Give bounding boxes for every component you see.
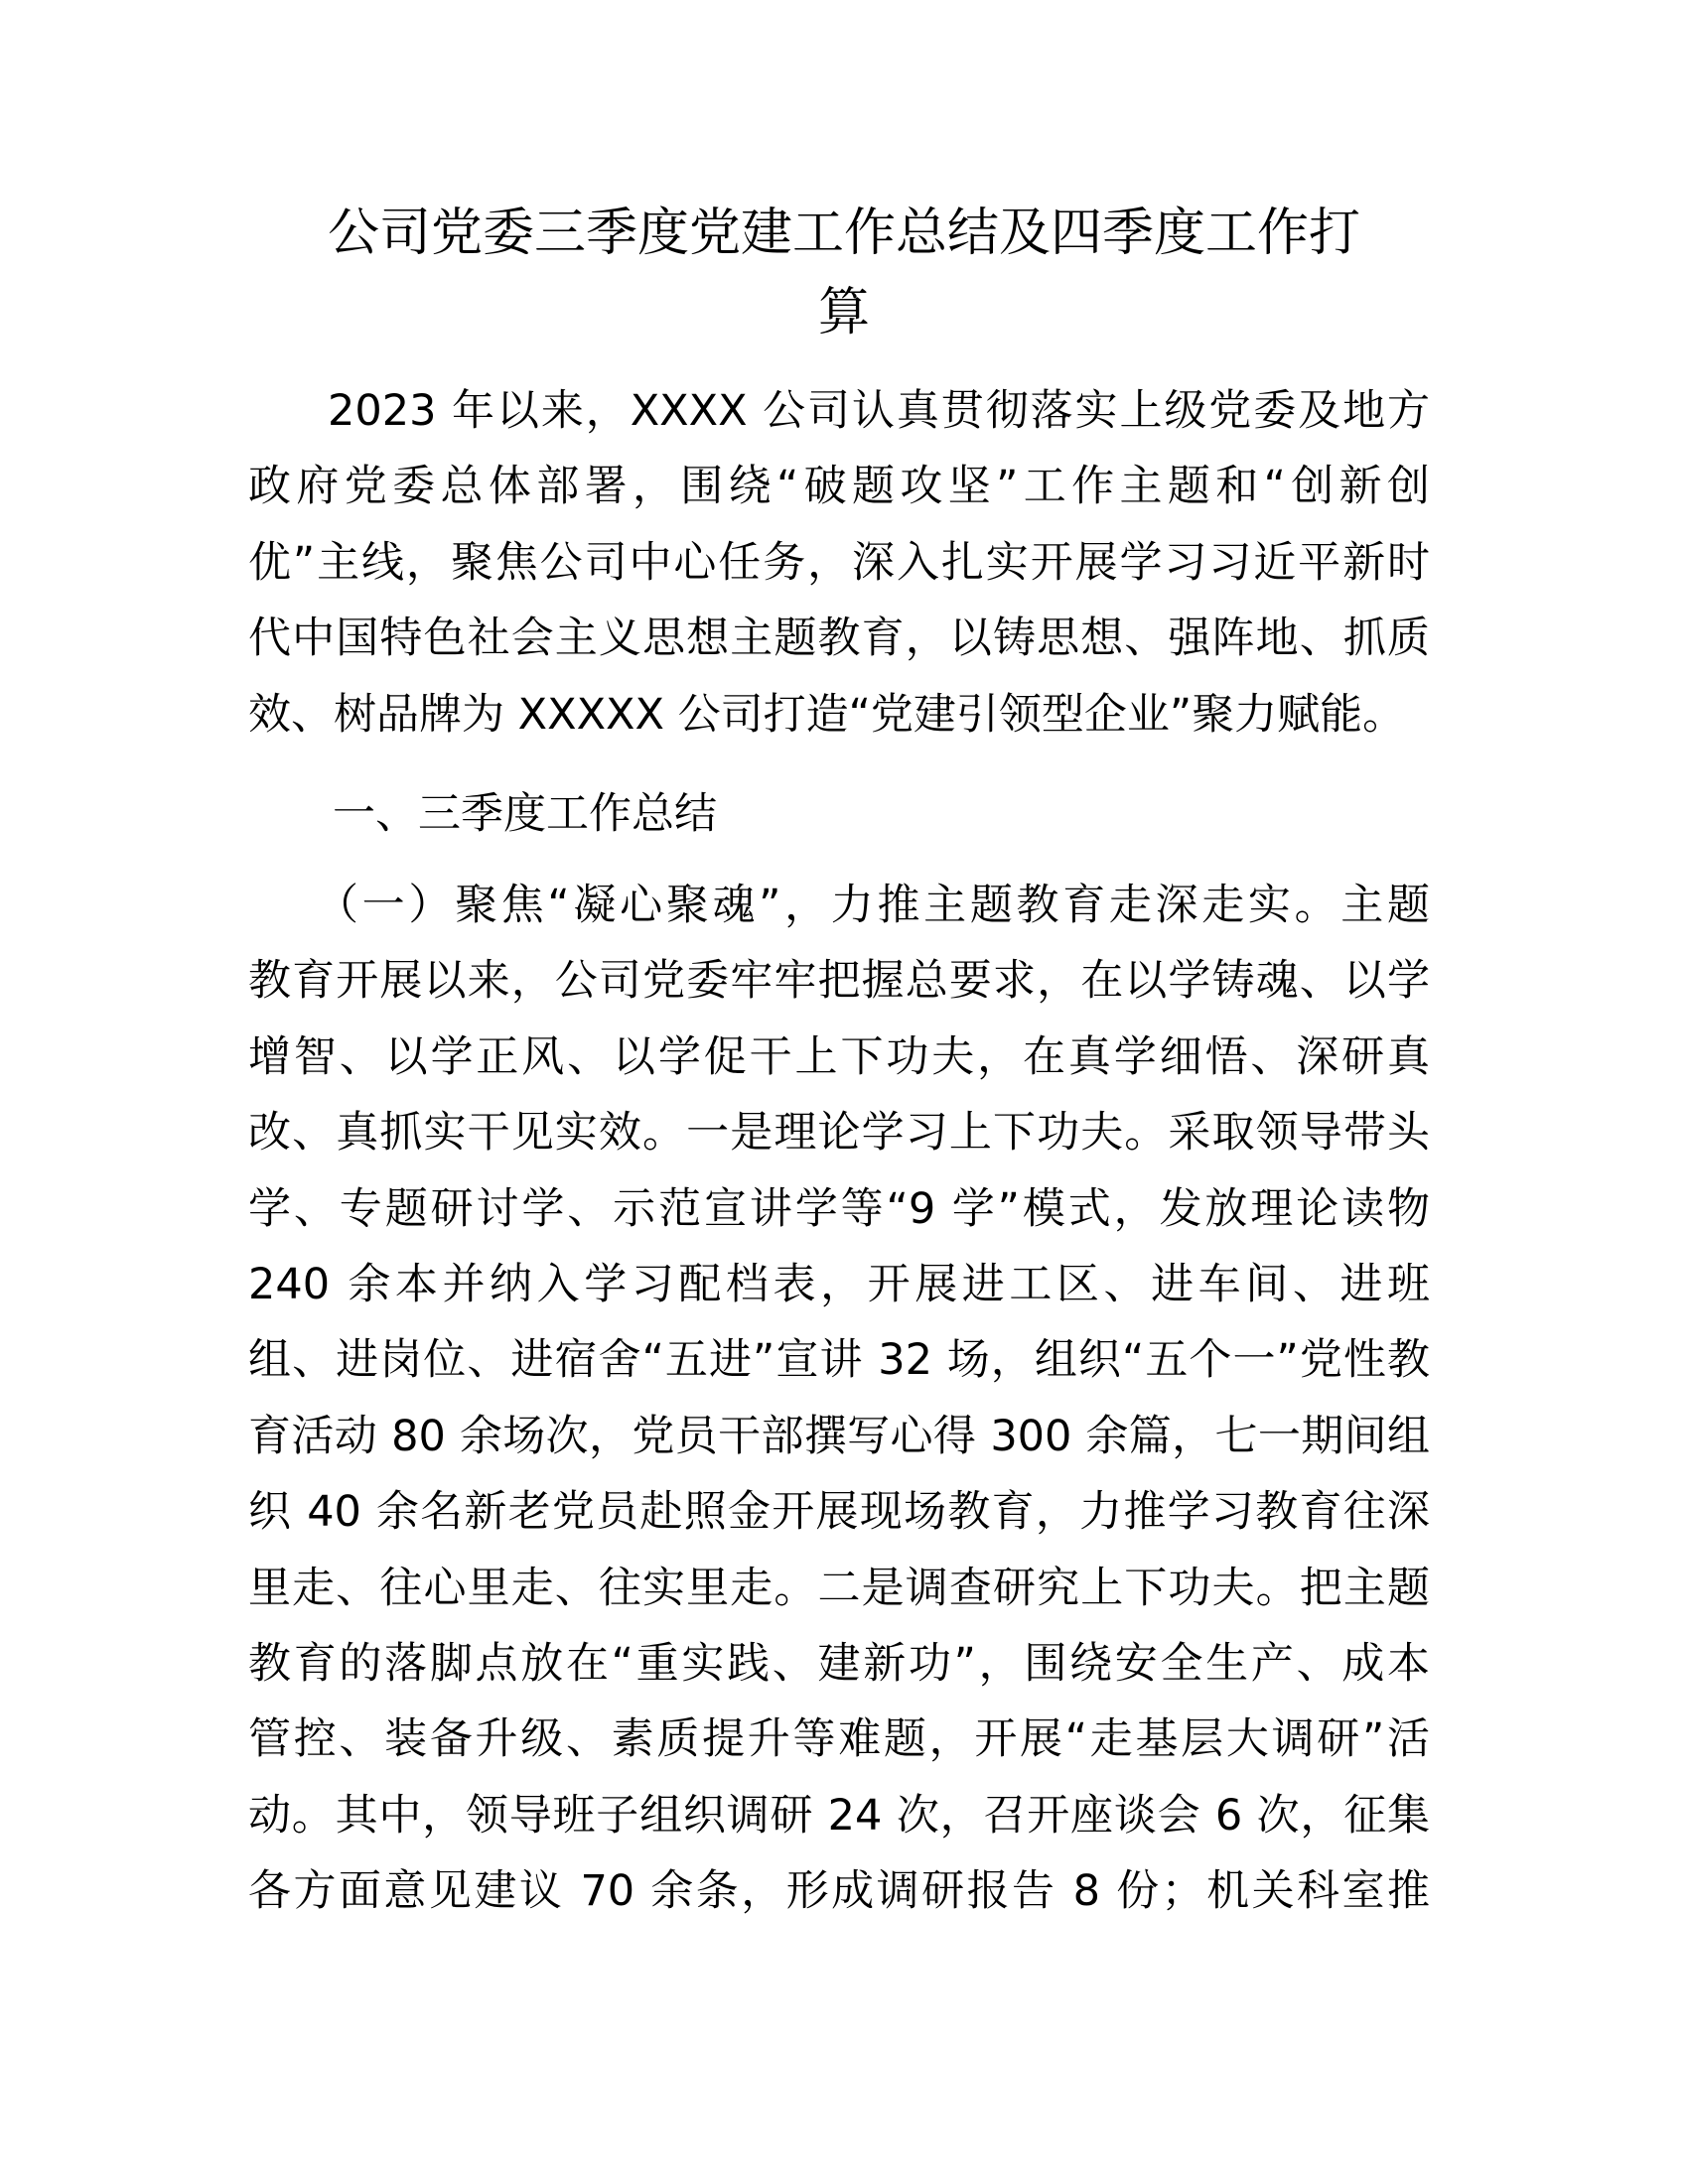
- text-line: 动。其中，领导班子组织调研 24 次，召开座谈会 6 次，征集: [248, 1790, 1430, 1841]
- text-line: 各方面意见建议 70 余条，形成调研报告 8 份；机关科室推: [248, 1866, 1430, 1917]
- text-line: 增智、以学正风、以学促干上下功夫，在真学细悟、深研真: [248, 1031, 1430, 1082]
- text-line: 240 余本并纳入学习配档表，开展进工区、进车间、进班: [248, 1260, 1430, 1309]
- section-heading: 一、三季度工作总结: [333, 789, 717, 839]
- text-line: 代中国特色社会主义思想主题教育，以铸思想、强阵地、抓质: [248, 614, 1430, 664]
- text-line: 育活动 80 余场次，党员干部撰写心得 300 余篇，七一期间组: [248, 1411, 1430, 1461]
- text-line: 学、专题研讨学、示范宣讲学等“9 学”模式，发放理论读物: [248, 1183, 1430, 1234]
- text-line: 效、树品牌为 XXXXX 公司打造“党建引领型企业”聚力赋能。: [248, 689, 1406, 740]
- text-line: 里走、往心里走、往实里走。二是调查研究上下功夫。把主题: [248, 1563, 1430, 1613]
- document-title-line-1: 公司党委三季度党建工作总结及四季度工作打: [327, 204, 1360, 263]
- text-line: （一）聚焦“凝心聚魂”，力推主题教育走深走实。主题: [316, 881, 1430, 930]
- text-line: 管控、装备升级、素质提升等难题，开展“走基层大调研”活: [248, 1714, 1430, 1765]
- text-line: 教育的落脚点放在“重实践、建新功”，围绕安全生产、成本: [248, 1639, 1430, 1689]
- text-line: 政府党委总体部署，围绕“破题攻坚”工作主题和“创新创: [248, 462, 1430, 512]
- text-line: 织 40 余名新老党员赴照金开展现场教育，力推学习教育往深: [248, 1487, 1430, 1538]
- text-line: 优”主线，聚焦公司中心任务，深入扎实开展学习习近平新时: [248, 537, 1430, 588]
- document-title-line-2: 算: [817, 283, 870, 342]
- text-line: 2023 年以来，XXXX 公司认真贯彻落实上级党委及地方: [328, 386, 1430, 436]
- text-line: 改、真抓实干见实效。一是理论学习上下功夫。采取领导带头: [248, 1108, 1430, 1159]
- text-line: 组、进岗位、进宿舍“五进”宣讲 32 场，组织“五个一”党性教: [248, 1335, 1430, 1386]
- text-line: 教育开展以来，公司党委牢牢把握总要求，在以学铸魂、以学: [248, 956, 1430, 1007]
